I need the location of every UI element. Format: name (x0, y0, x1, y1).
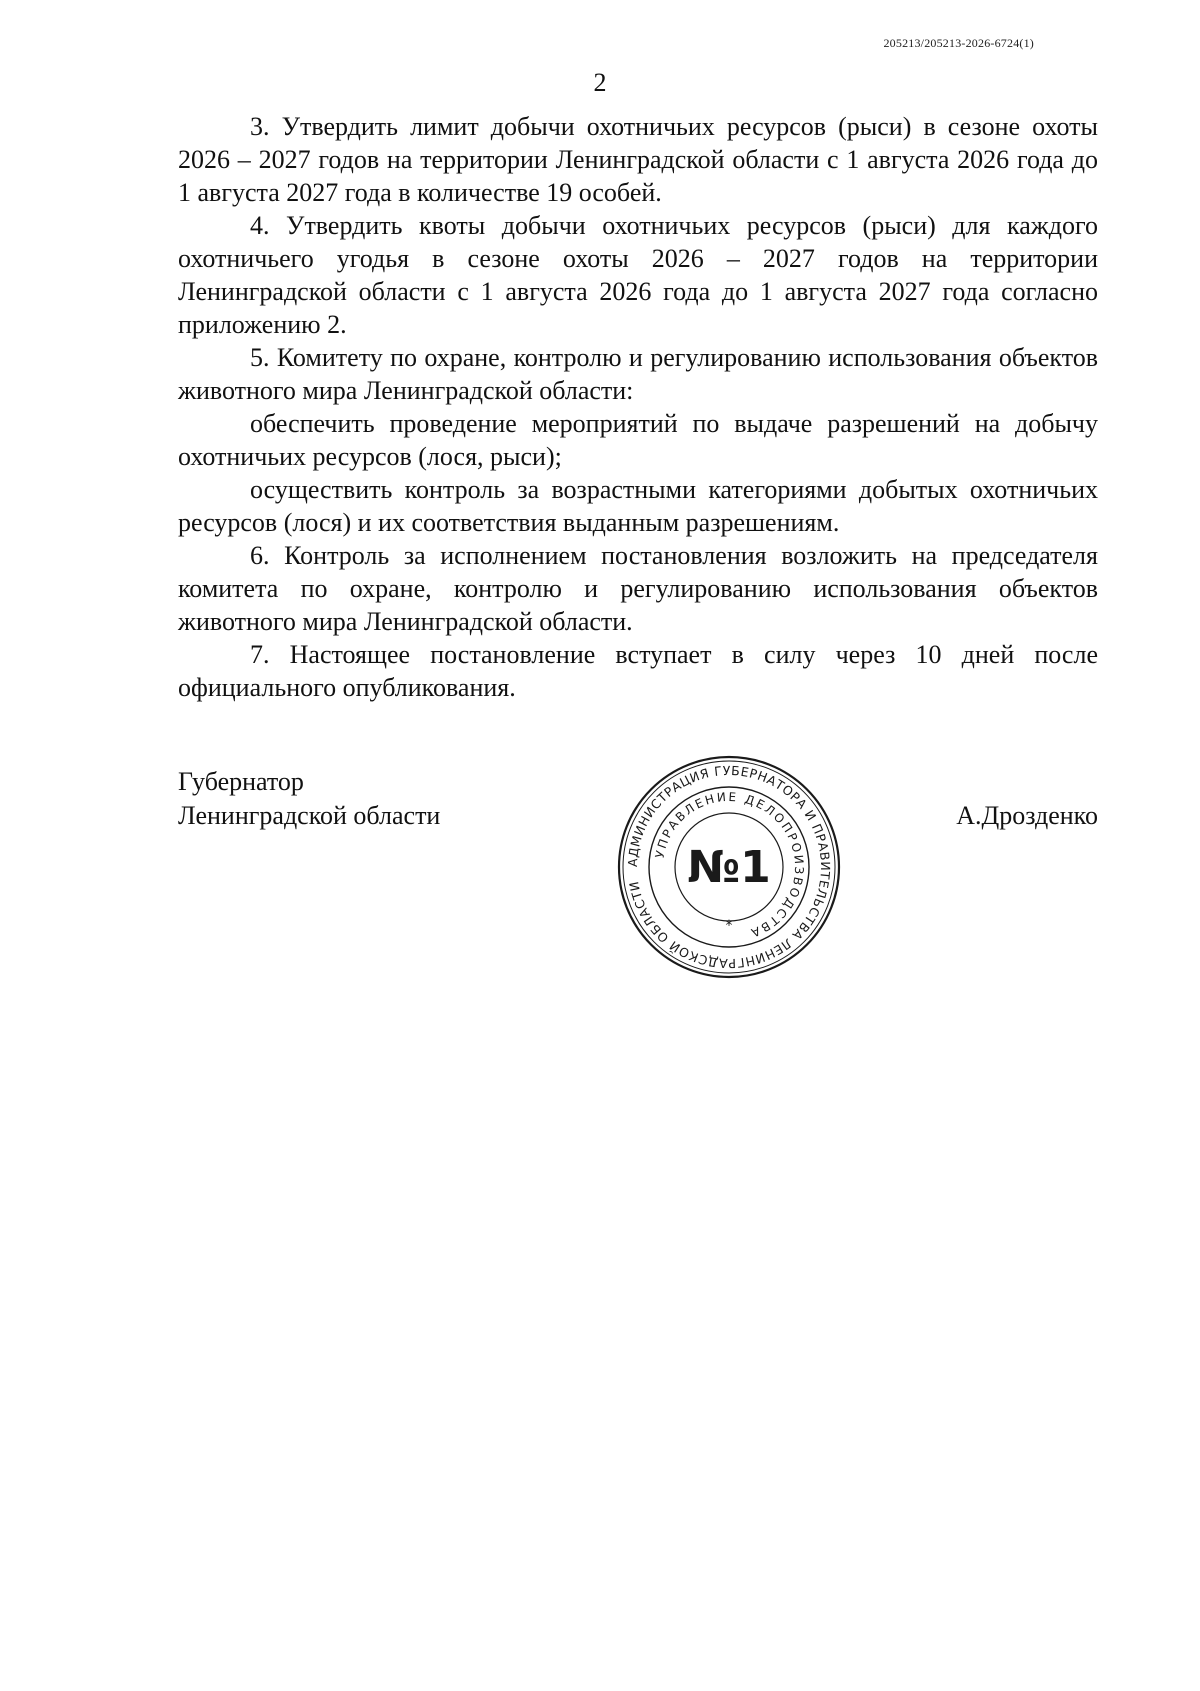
paragraph-item-6: 6. Контроль за исполнением постановления возложить на председателя комитета по охране, контролю и регулированию использования объектов животного мира Ленинградской области. (178, 541, 1098, 636)
signer-position (178, 765, 578, 833)
signer-position-line-2: Ленинградской области (178, 801, 441, 830)
paragraph-sub-item-1: обеспечить проведение мероприятий по выдаче разрешений на добычу охотничьих ресурсов (лося, рыси); (178, 409, 1098, 471)
official-stamp (614, 752, 844, 982)
paragraph-item-3: 3. Утвердить лимит добычи охотничьих ресурсов (рыси) в сезоне охоты 2026 – 2027 годов на территории Ленинградской области с 1 августа 2026 года до 1 августа 2027 года в количестве 19 особей. (178, 112, 1098, 207)
document-id: 205213/205213-2026-6724(1) (883, 36, 1034, 50)
page-number: 2 (593, 68, 607, 97)
document-body (178, 110, 1098, 704)
paragraph-item-7: 7. Настоящее постановление вступает в силу через 10 дней после официального опубликования. (178, 640, 1098, 702)
stamp-outer-text: АДМИНИСТРАЦИЯ ГУБЕРНАТОРА И ПРАВИТЕЛЬСТВА ЛЕНИНГРАДСКОЙ ОБЛАСТИ (624, 762, 834, 972)
stamp-graphic (614, 752, 844, 982)
stamp-center-number: №1 (687, 842, 771, 893)
paragraph-item-5: 5. Комитету по охране, контролю и регулированию использования объектов животного мира Ленинградской области: (178, 343, 1098, 405)
paragraph-item-4: 4. Утвердить квоты добычи охотничьих ресурсов (рыси) для каждого охотничьего угодья в сезоне охоты 2026 – 2027 годов на территории Ленинградской области с 1 августа 2026 года до 1 августа 2027 года согласно приложению 2. (178, 211, 1098, 339)
stamp-star-icon: * (725, 918, 733, 934)
paragraph-sub-item-2: осуществить контроль за возрастными категориями добытых охотничьих ресурсов (лося) и их соответствия выданным разрешениям. (178, 475, 1098, 537)
signer-name: А.Дрозденко (956, 801, 1098, 830)
signer-position-line-1: Губернатор (178, 767, 304, 796)
stamp-inner-text: УПРАВЛЕНИЕ ДЕЛОПРОИЗВОДСТВА (652, 789, 807, 941)
